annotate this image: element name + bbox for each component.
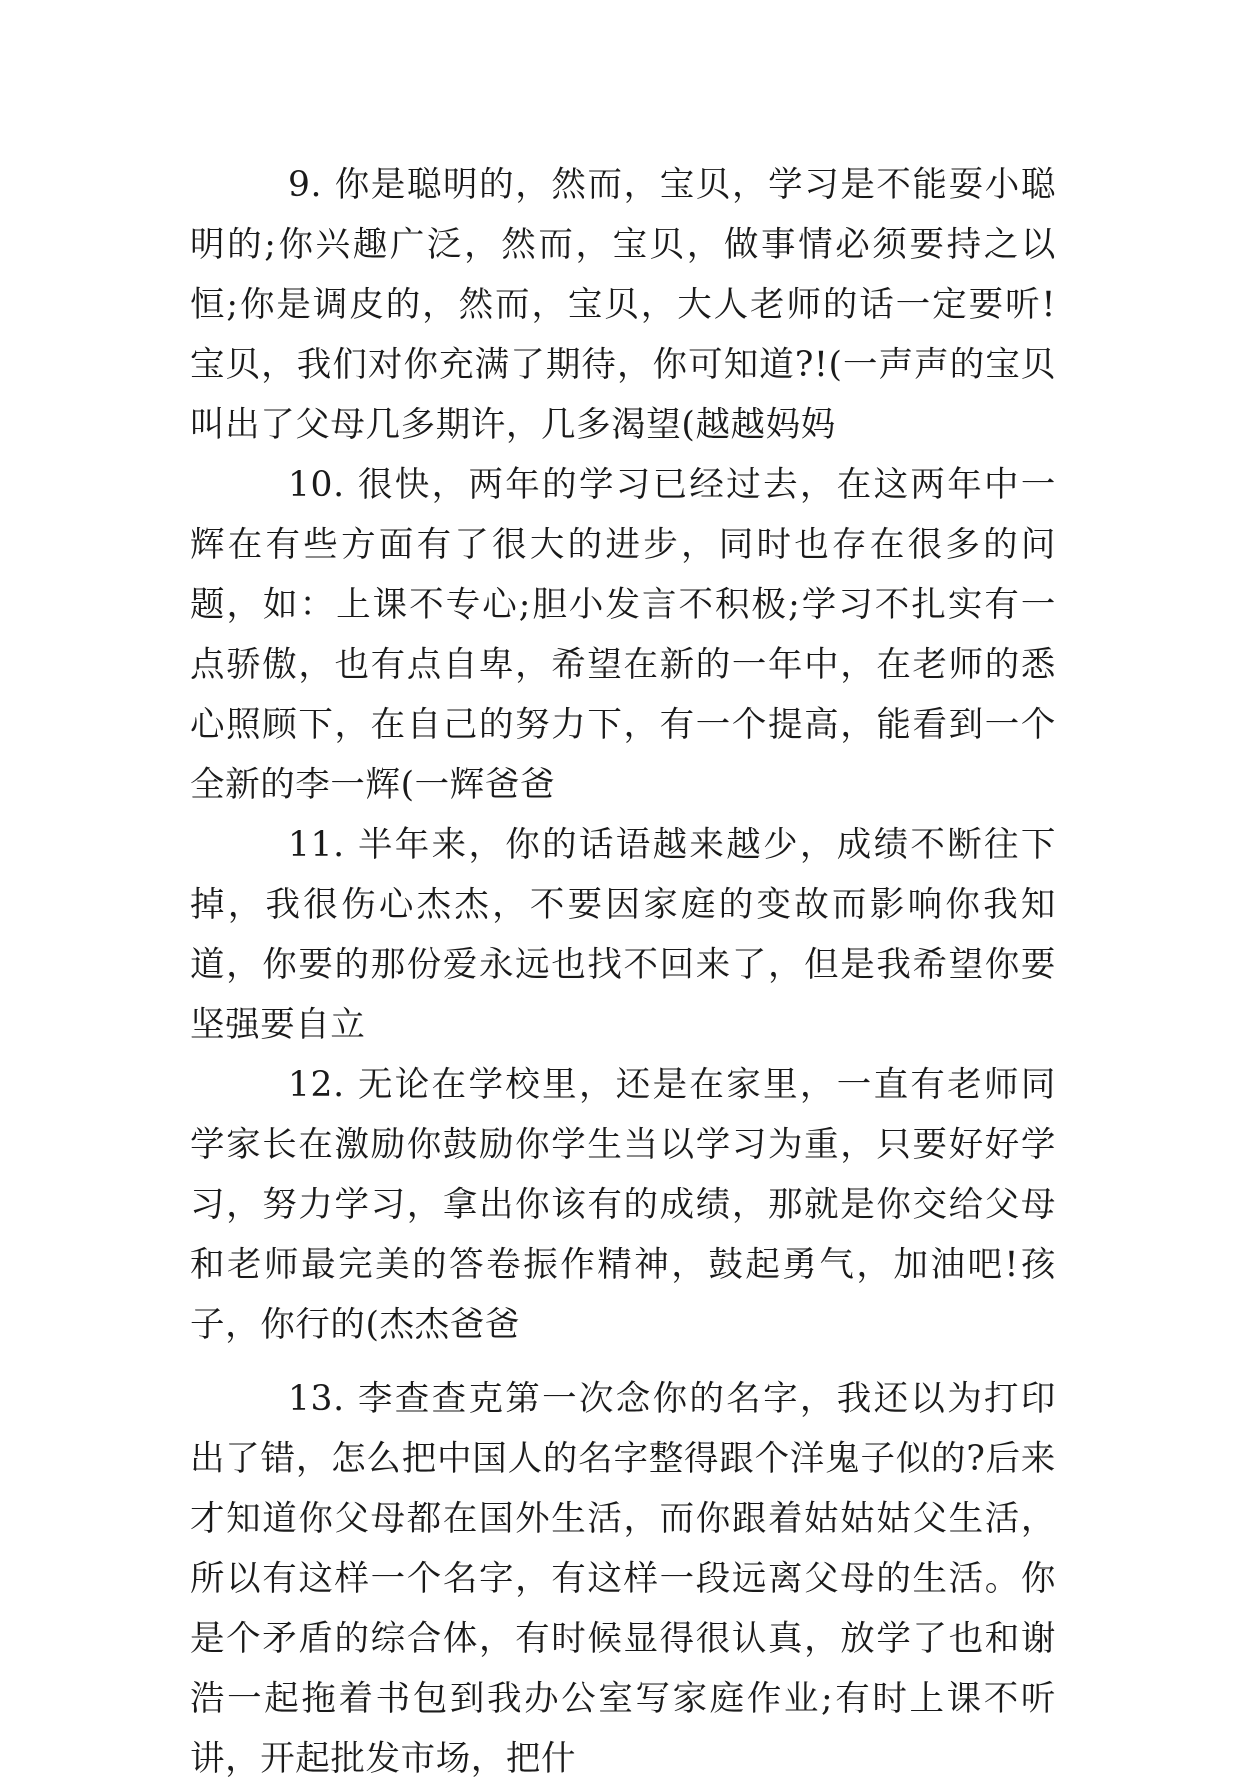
paragraph-10: 10. 很快，两年的学习已经过去，在这两年中一辉在有些方面有了很大的进步，同时也存在很多的问题，如：上课不专心;胆小发言不积极;学习不扎实有一点骄傲，也有点自卑，希望在新的一年中，在老师的悉心照顾下，在自己的努力下，有一个提高，能看到一个全新的李一辉(一辉爸爸 [190, 465, 1056, 805]
paragraph-9: 9. 你是聪明的，然而，宝贝，学习是不能耍小聪明的;你兴趣广泛，然而，宝贝，做事情必须要持之以恒;你是调皮的，然而，宝贝，大人老师的话一定要听!宝贝，我们对你充满了期待，你可知道?!(一声声的宝贝叫出了父母几多期许，几多渴望(越越妈妈 [190, 165, 1056, 445]
paragraph-11: 11. 半年来，你的话语越来越少，成绩不断往下掉，我很伤心杰杰，不要因家庭的变故而影响你我知道，你要的那份爱永远也找不回来了，但是我希望你要坚强要自立 [190, 825, 1056, 1045]
document-body [190, 155, 1056, 1789]
paragraph-13: 13. 李查查克第一次念你的名字，我还以为打印出了错，怎么把中国人的名字整得跟个洋鬼子似的?后来才知道你父母都在国外生活，而你跟着姑姑姑父生活，所以有这样一个名字，有这样一段远离父母的生活。你是个矛盾的综合体，有时候显得很认真，放学了也和谢浩一起拖着书包到我办公室写家庭作业;有时上课不听讲，开起批发市场，把什 [190, 1379, 1056, 1779]
paragraph-12: 12. 无论在学校里，还是在家里，一直有老师同学家长在激励你鼓励你学生当以学习为重，只要好好学习，努力学习，拿出你该有的成绩，那就是你交给父母和老师最完美的答卷振作精神，鼓起勇气，加油吧!孩子，你行的(杰杰爸爸 [190, 1065, 1056, 1345]
